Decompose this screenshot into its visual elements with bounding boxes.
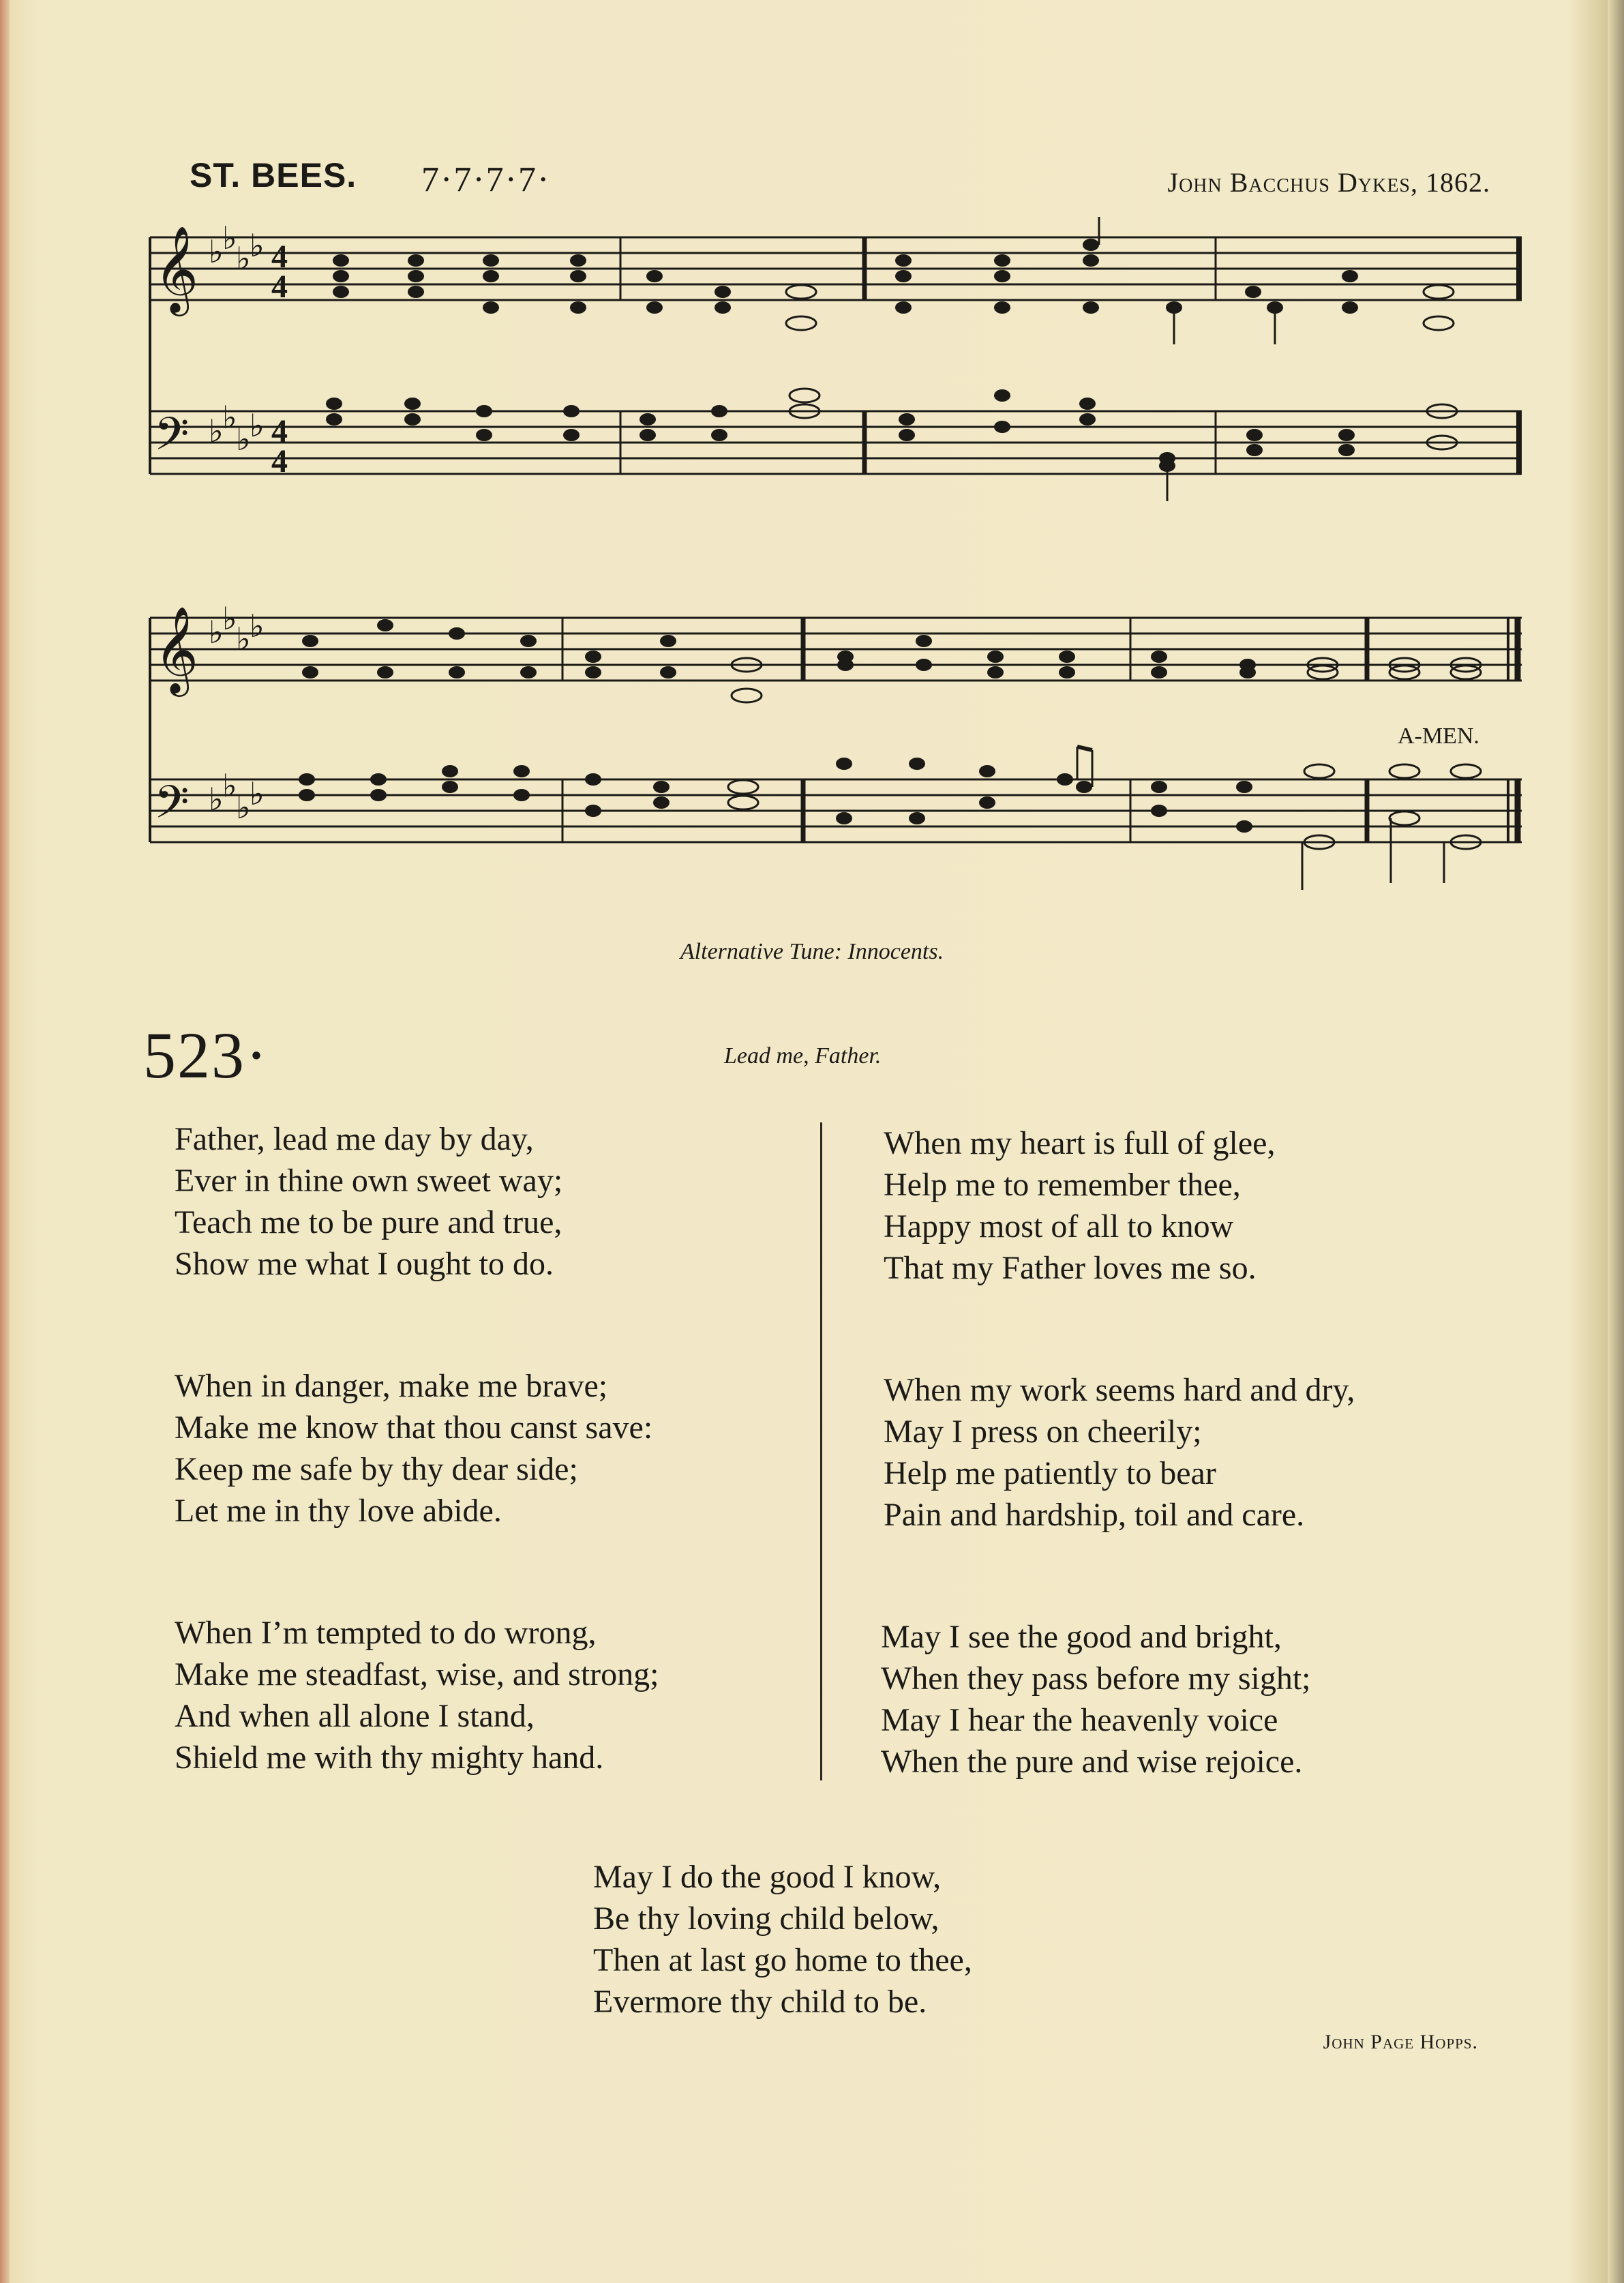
stanza-line: Evermore thy child to be. xyxy=(593,1984,927,2020)
music-score xyxy=(0,0,1624,927)
stanza-line: Teach me to be pure and true, xyxy=(175,1204,562,1240)
bass-staff-1 xyxy=(150,411,1522,474)
svg-text:♭: ♭ xyxy=(222,220,237,256)
stanza-line: And when all alone I stand, xyxy=(175,1698,535,1734)
stanza-line: Pain and hardship, toil and care. xyxy=(884,1497,1305,1533)
svg-text:♭: ♭ xyxy=(236,789,251,826)
stanza-line: Make me steadfast, wise, and strong; xyxy=(175,1656,659,1692)
stanza-line: May I press on cheerily; xyxy=(884,1414,1202,1450)
bass-half-notes-1 xyxy=(790,389,1457,449)
bass-notes-1 xyxy=(326,389,1355,472)
stanza-5 xyxy=(884,1369,1355,1536)
stanza-line: When my heart is full of glee, xyxy=(884,1125,1276,1161)
treble-staff-1 xyxy=(150,237,1522,300)
stanza-line: Happy most of all to know xyxy=(884,1208,1234,1244)
key-signature-icon xyxy=(209,220,265,458)
stanza-line: May I hear the heavenly voice xyxy=(881,1702,1278,1738)
svg-text:4: 4 xyxy=(271,239,288,275)
stanza-line: Ever in thine own sweet way; xyxy=(175,1163,563,1199)
hymn-author: John Page Hopps. xyxy=(1323,2031,1478,2053)
svg-text:4: 4 xyxy=(271,269,288,305)
stanza-line: When I’m tempted to do wrong, xyxy=(175,1615,597,1651)
stanza-3 xyxy=(175,1612,659,1778)
svg-text:♭: ♭ xyxy=(209,781,224,818)
stanza-line: Make me know that thou canst save: xyxy=(175,1409,653,1446)
stanza-line: Help me to remember thee, xyxy=(884,1167,1241,1203)
svg-text:♭: ♭ xyxy=(236,421,251,458)
svg-text:♭: ♭ xyxy=(222,600,237,637)
stanza-line: That my Father loves me so. xyxy=(884,1250,1257,1286)
stanza-line: Shield me with thy mighty hand. xyxy=(175,1740,604,1776)
bass-clef-icon-2: 𝄢 xyxy=(154,776,190,839)
stanza-line: When in danger, make me brave; xyxy=(175,1368,608,1404)
svg-text:4: 4 xyxy=(271,443,288,479)
alternative-tune-note: Alternative Tune: Innocents. xyxy=(680,939,944,964)
svg-text:♭: ♭ xyxy=(250,407,265,444)
system-1 xyxy=(150,217,1522,501)
stanza-line: When they pass before my sight; xyxy=(881,1660,1311,1697)
stanza-line: Show me what I ought to do. xyxy=(175,1246,554,1282)
stanza-line: When my work seems hard and dry, xyxy=(884,1372,1355,1408)
stanza-line: When the pure and wise rejoice. xyxy=(881,1744,1303,1780)
treble-clef-icon: 𝄞 xyxy=(154,225,199,312)
stanza-line: May I do the good I know, xyxy=(593,1859,942,1895)
bass-staff-2 xyxy=(150,779,1522,842)
amen-label: A-MEN. xyxy=(1398,723,1479,749)
stanza-1 xyxy=(175,1118,562,1285)
svg-text:♭: ♭ xyxy=(222,399,237,436)
tune-meter: 7·7·7·7· xyxy=(421,160,551,199)
svg-text:♭: ♭ xyxy=(250,227,265,264)
stanza-7 xyxy=(593,1856,972,2023)
svg-text:♭: ♭ xyxy=(250,775,265,812)
stanza-line: Help me patiently to bear xyxy=(884,1455,1216,1491)
stanza-line: Be thy loving child below, xyxy=(593,1900,939,1937)
stanza-line: Then at last go home to thee, xyxy=(593,1942,972,1978)
stanza-line: May I see the good and bright, xyxy=(881,1619,1282,1655)
svg-text:♭: ♭ xyxy=(209,413,224,449)
svg-text:♭: ♭ xyxy=(209,233,224,270)
stanza-2 xyxy=(175,1365,652,1532)
stanza-4 xyxy=(884,1122,1275,1289)
bass-clef-icon: 𝄢 xyxy=(154,408,190,471)
svg-text:♭: ♭ xyxy=(236,621,251,657)
treble-clef-icon-2: 𝄞 xyxy=(154,606,199,693)
stanza-line: Keep me safe by thy dear side; xyxy=(175,1451,578,1487)
hymn-number: 523· xyxy=(143,1019,269,1092)
column-divider xyxy=(820,1122,822,1780)
tune-name: ST. BEES. xyxy=(190,156,357,194)
svg-text:♭: ♭ xyxy=(236,240,251,277)
stanza-line: Father, lead me day by day, xyxy=(175,1121,534,1157)
time-signature-icon xyxy=(271,239,288,479)
svg-text:♭: ♭ xyxy=(209,614,224,651)
svg-text:♭: ♭ xyxy=(250,608,265,644)
tune-composer: John Bacchus Dykes, 1862. xyxy=(1167,167,1490,198)
svg-text:♭: ♭ xyxy=(222,767,237,804)
system-2 xyxy=(150,600,1522,890)
stanza-6 xyxy=(881,1616,1311,1782)
key-signature-icon-2 xyxy=(209,600,265,826)
svg-text:4: 4 xyxy=(271,413,288,449)
treble-notes-1 xyxy=(333,239,1358,314)
stanza-line: Let me in thy love abide. xyxy=(175,1493,502,1529)
hymn-title: Lead me, Father. xyxy=(724,1043,882,1069)
